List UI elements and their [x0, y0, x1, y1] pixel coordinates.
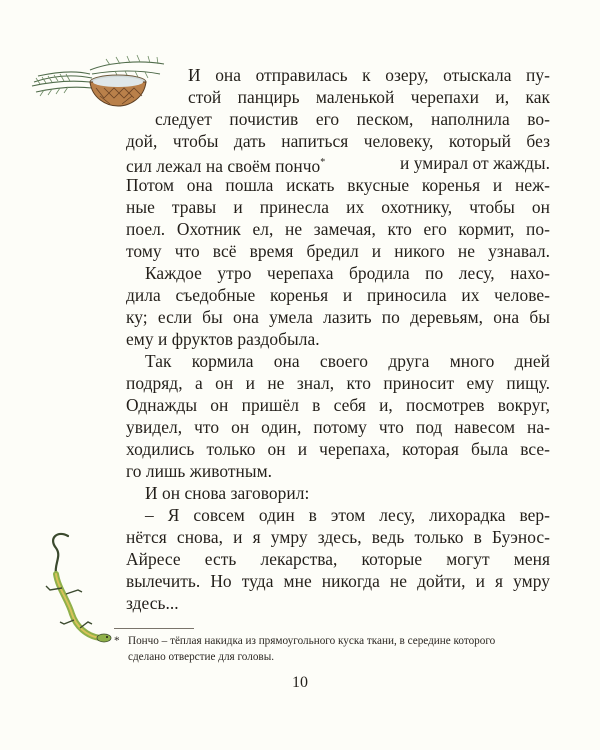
footnote-line	[114, 634, 495, 649]
body-line: увидел, что он один, потому что под навесом на-	[126, 417, 550, 437]
lizard-illustration	[38, 528, 118, 646]
body-line: здесь...	[126, 593, 179, 613]
body-line: И она отправилась к озеру, отыскала пу-	[188, 65, 550, 85]
body-line: тому что всё время бредил и никого не узнавал.	[126, 241, 550, 261]
body-line: ку; если бы она умела лазить по деревьям, она бы	[126, 307, 550, 327]
footnote-marker: *	[114, 635, 120, 647]
body-line: следует почистив его песком, наполнила во-	[155, 109, 550, 129]
body-line: дила съедобные коренья и приносила их челове-	[126, 285, 550, 305]
footnote-reference: *	[320, 157, 326, 168]
body-line: нётся снова, и я умру здесь, ведь только в Буэнос-	[126, 527, 550, 547]
body-line: И он снова заговорил:	[145, 483, 310, 503]
body-line: Каждое утро черепаха бродила по лесу, нахо-	[145, 263, 550, 283]
body-line: вылечить. Но туда мне никогда не дойти, и я умру	[126, 571, 550, 591]
body-line: Айресе есть лекарства, которые могут меня	[126, 549, 550, 569]
body-line: Так кормила она своего друга много дней	[145, 351, 550, 371]
body-line: стой панцирь маленькой черепахи и, как	[188, 87, 550, 107]
body-line-text: сил лежал на своём пончо	[126, 156, 321, 176]
body-line-text: и умирал от жажды.	[400, 153, 550, 173]
body-line: ему и фруктов раздобыла.	[126, 329, 320, 349]
turtle-shell-bowl-illustration	[30, 52, 170, 112]
body-line: ходились только он и черепаха, которая была все-	[126, 439, 550, 459]
body-line: ные травы и принесла их охотнику, чтобы он	[126, 197, 550, 217]
page-number: 10	[292, 674, 308, 691]
body-line: поел. Охотник ел, не замечая, кто его кормит, по-	[126, 219, 550, 239]
body-line: подряд, а он и не знал, кто приносит ему пищу.	[126, 373, 550, 393]
footnote-line: сделано отверстие для головы.	[128, 651, 275, 663]
footnote-divider	[114, 628, 194, 629]
body-line: Однажды он пришёл в себя и, посмотрев вокруг,	[126, 395, 550, 415]
body-line: го лишь животным.	[126, 461, 273, 481]
footnote-text: Пончо – тёплая накидка из прямоугольного куска ткани, в середине которого	[128, 635, 496, 647]
body-line: Потом она пошла искать вкусные коренья и неж-	[126, 175, 550, 195]
body-line: – Я совсем один в этом лесу, лихорадка вер-	[145, 505, 550, 525]
body-line: дой, чтобы дать напиться человеку, который без	[126, 131, 550, 151]
